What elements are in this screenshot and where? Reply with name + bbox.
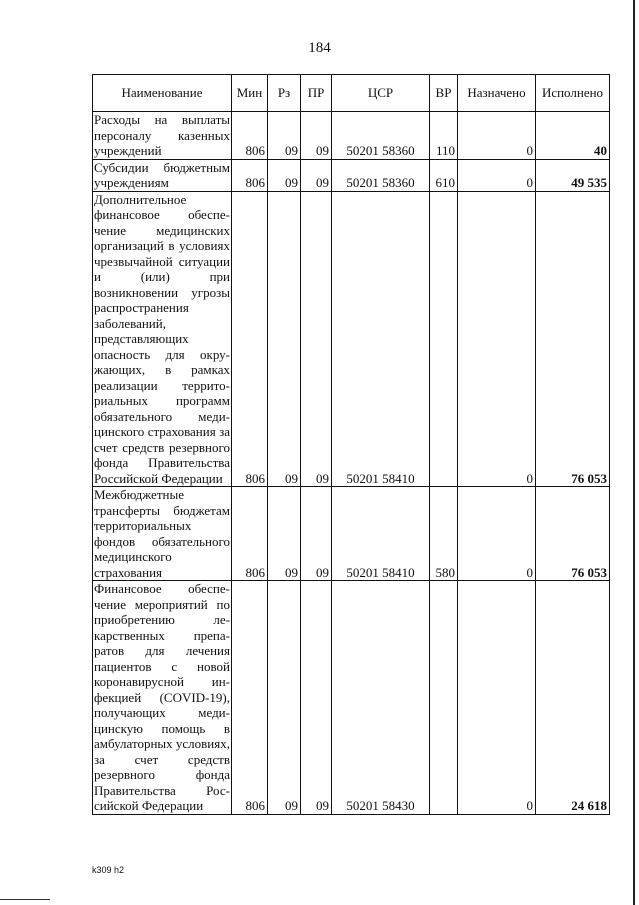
row-csr: 50201 58410: [332, 191, 430, 487]
table-row: [93, 191, 610, 487]
row-csr: 50201 58360: [332, 112, 430, 160]
row-csr: 50201 58410: [332, 487, 430, 581]
row-rz: 09: [268, 487, 301, 581]
row-min: 806: [232, 191, 268, 487]
row-pr: 09: [301, 191, 332, 487]
row-pr: 09: [301, 112, 332, 160]
table-header-row: [93, 75, 610, 112]
row-rz: 09: [268, 112, 301, 160]
row-vr: [430, 191, 458, 487]
row-vr: [430, 581, 458, 815]
table-row: [93, 112, 610, 160]
row-name: Дополнительное финансовое обеспечение медицинских организаций в условиях чрезвычайной ситуации и (или) при возникновении угрозы распространения заболеваний, представляющих опасность для окружающих, в рамках реализации территориальных программ обязательного медицинского страхования за счет средств резервного фонда Правительства Российской Федерации: [94, 191, 230, 486]
footer-code: k309 h2: [92, 865, 125, 875]
header-assigned: Назначено: [458, 75, 536, 112]
header-executed: Исполнено: [536, 75, 610, 112]
row-rz: 09: [268, 581, 301, 815]
table-row: [93, 487, 610, 581]
page-edge-line: [633, 0, 635, 905]
row-assigned: 0: [458, 487, 536, 581]
row-rz: 09: [268, 191, 301, 487]
row-rz: 09: [268, 159, 301, 191]
row-csr: 50201 58430: [332, 581, 430, 815]
header-vr: ВР: [430, 75, 458, 112]
row-assigned: 0: [458, 159, 536, 191]
row-executed: 49 535: [536, 159, 610, 191]
header-csr: ЦСР: [332, 75, 430, 112]
row-assigned: 0: [458, 112, 536, 160]
header-min: Мин: [232, 75, 268, 112]
table-row: [93, 159, 610, 191]
row-executed: 40: [536, 112, 610, 160]
budget-table: [92, 74, 610, 815]
row-pr: 09: [301, 159, 332, 191]
row-csr: 50201 58360: [332, 159, 430, 191]
table-row: [93, 581, 610, 815]
header-pr: ПР: [301, 75, 332, 112]
row-name: Расходы на выплаты персоналу казенных учреждений: [94, 112, 230, 158]
row-vr: 610: [430, 159, 458, 191]
row-vr: 110: [430, 112, 458, 160]
row-pr: 09: [301, 581, 332, 815]
page-number: 184: [308, 40, 331, 56]
row-executed: 76 053: [536, 487, 610, 581]
row-name: Субсидии бюджетным учреждениям: [94, 159, 230, 190]
row-name: Финансовое обеспечение мероприятий по приобретению лекарственных препаратов для лечения пациентов с новой коронавирусной инфекцией (COVID-19), получающих медицинскую помощь в амбулаторных условиях, за счет средств резервного фонда Правительства Российской Федерации: [94, 581, 230, 813]
row-executed: 76 053: [536, 191, 610, 487]
row-assigned: 0: [458, 581, 536, 815]
bottom-rule: [0, 899, 50, 900]
row-min: 806: [232, 581, 268, 815]
row-min: 806: [232, 487, 268, 581]
row-vr: 580: [430, 487, 458, 581]
row-min: 806: [232, 112, 268, 160]
row-executed: 24 618: [536, 581, 610, 815]
row-name: Межбюджетные трансферты бюджетам территориальных фондов обязательного медицинского страхования: [94, 487, 230, 580]
row-assigned: 0: [458, 191, 536, 487]
row-pr: 09: [301, 487, 332, 581]
header-rz: Рз: [268, 75, 301, 112]
header-name: Наименование: [93, 75, 232, 112]
row-min: 806: [232, 159, 268, 191]
